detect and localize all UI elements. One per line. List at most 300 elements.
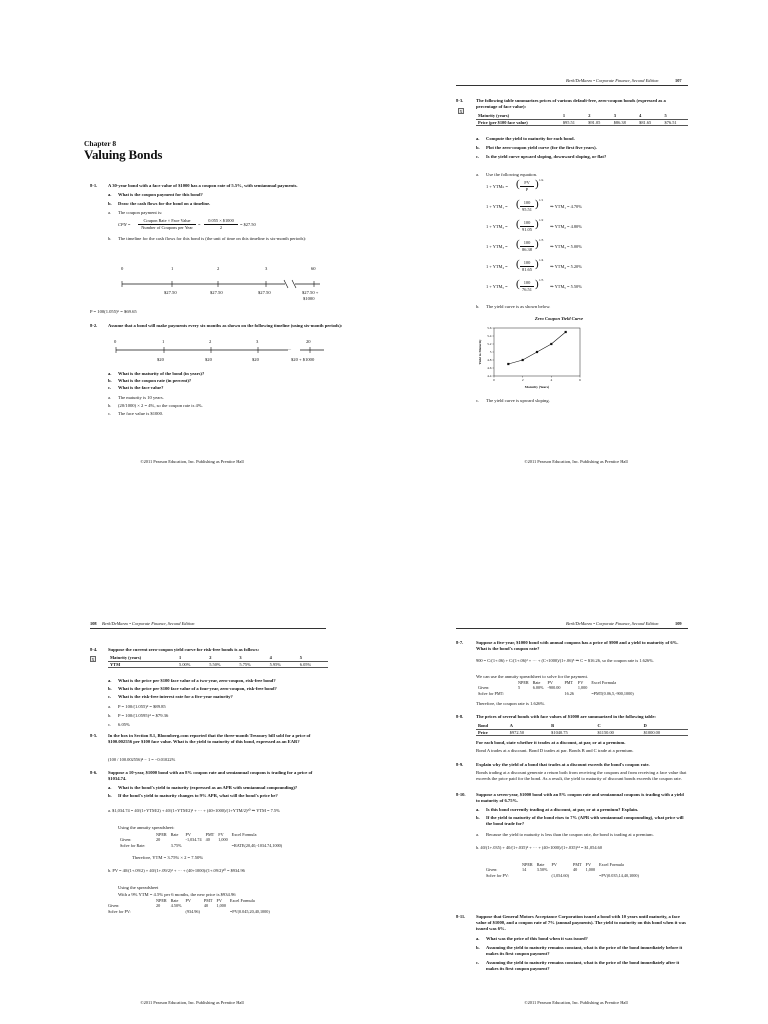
- answer-text: Using the spreadsheet: [118, 885, 159, 890]
- table-header-cell: Maturity (years): [476, 113, 561, 119]
- ytm-equation-lhs: 1 + YTM₃ =: [486, 244, 508, 249]
- table-header-cell: NPER: [156, 832, 167, 837]
- spreadsheet-icon: X: [91, 657, 95, 662]
- y-tick-label: 4.6: [487, 366, 492, 371]
- answer-text: Because the yield to maturity is less than the coupon rate, the bond is trading at a premium.: [486, 832, 654, 837]
- timeline-cash-flow: $20 + $1000: [291, 357, 315, 362]
- paren-glyph: (: [516, 198, 520, 210]
- data-point: [507, 363, 509, 365]
- timeline-label: 60: [311, 266, 316, 271]
- table-header-cell: 1: [561, 113, 586, 119]
- item-text: Plot the zero-coupon yield curve (for the first five years).: [486, 145, 597, 150]
- ytm-formula: a. $1,034.74 = 40/(1+YTM/2) + 40/(1+YTM/2)² + ··· + (40+1000)/(1+YTM/2)²⁰ ⇒ YTM = 7.5%: [108, 808, 280, 813]
- page-number: 108: [90, 621, 97, 626]
- item-text: Is the yield curve upward sloping, downward sloping, or flat?: [486, 154, 607, 159]
- header-rule: [456, 85, 688, 86]
- header-rule: [90, 628, 326, 629]
- page-109: [384, 512, 768, 1024]
- y-tick-label: 5: [489, 350, 492, 355]
- data-point: [550, 343, 552, 345]
- ytm-equation-lhs: 1 + YTMₙ =: [486, 184, 508, 189]
- item-text: Is this bond currently trading at a discount, at par, or at a premium? Explain.: [486, 807, 639, 812]
- answer-text: 6.05%: [118, 722, 130, 727]
- running-header: Berk/DeMarzo • Corporate Finance, Second Edition: [566, 621, 659, 626]
- table-cell: 20: [156, 903, 161, 909]
- answer-text: P = 100/(1.055)² = $89.85: [118, 704, 166, 709]
- table-cell: [204, 843, 217, 848]
- y-tick-label: 4.4: [487, 374, 492, 379]
- item-label: b.: [476, 815, 480, 820]
- answer-text: Therefore, the coupon rate is 1.626%.: [476, 701, 546, 706]
- item-text: What is the coupon payment for this bond?: [118, 192, 203, 197]
- ytm-equation-exponent: 1/3: [539, 238, 544, 242]
- item-text: What is the coupon rate (in percent)?: [118, 378, 192, 383]
- item-text: Compute the yield to maturity for each bond.: [486, 136, 575, 141]
- table-row: [476, 691, 636, 696]
- paren-glyph: (: [516, 178, 520, 190]
- item-label: a.: [476, 136, 480, 141]
- table-row: [484, 873, 641, 878]
- table-header-cell: Maturity (years): [108, 655, 177, 661]
- paren-glyph: (: [516, 278, 520, 290]
- table-cell: $86.38: [612, 119, 637, 126]
- table-header-cell: Rate: [170, 832, 179, 837]
- question-text: A 30-year bond with a face value of $1000 has a coupon rate of 5.5%, with semiannual payments.: [108, 183, 298, 188]
- table-cell: 5: [518, 685, 521, 691]
- question-number: 8-2.: [90, 323, 98, 328]
- table-cell: $81.65: [637, 119, 662, 126]
- table-cell: =PMT(0.06,5,-900,1000): [591, 690, 634, 696]
- price-formula: b. 40/(1+.035) + 40/(1+.035)² + ··· + (40+1000)/(1+.035)¹⁴ = $1,054.60: [476, 845, 603, 850]
- ytm-equation-exponent: 1/2: [539, 218, 544, 222]
- table-header-cell: 2: [586, 113, 611, 119]
- table-header-cell: FV: [216, 898, 222, 903]
- ytm-equation-exponent: 1/4: [539, 258, 544, 262]
- item-label: b.: [108, 713, 112, 718]
- table-header-cell: Bond: [476, 723, 508, 729]
- table-header-cell: Excel Formula: [591, 680, 617, 685]
- item-label: b.: [108, 793, 112, 798]
- question-text: Suppose that General Motors Acceptance Corporation issued a bond with 10 years until maturity, a face value of $1000, and a coupon rate of 7% (annual payments). The yield to maturity on this bond when it was issued was 6%.: [476, 914, 686, 931]
- table-header-cell: 1: [177, 655, 207, 661]
- item-label: b.: [476, 945, 480, 950]
- table-cell: [202, 909, 215, 914]
- timeline-label: 3: [256, 339, 259, 344]
- page-number: 107: [675, 78, 682, 83]
- running-header: Berk/DeMarzo • Corporate Finance, Second Edition: [102, 621, 195, 626]
- x-tick-label: 0: [493, 378, 495, 382]
- table-header-cell: PV: [547, 680, 553, 685]
- item-text: What is the maturity of the bond (in years)?: [118, 371, 205, 376]
- item-label: a.: [108, 785, 112, 790]
- table-cell: [546, 691, 563, 696]
- table-cell: 5.50%: [207, 661, 237, 668]
- table-header-cell: PMT: [573, 862, 582, 867]
- timeline-cash-flow: $27.50: [210, 290, 223, 295]
- table-header-cell: FV: [577, 680, 584, 685]
- item-label: c.: [476, 398, 480, 403]
- table-row: [118, 843, 284, 848]
- ear-formula: (100 / 100.002556)⁴ − 1 = −0.01022%: [108, 757, 176, 762]
- table-header-cell: PMT: [205, 832, 215, 837]
- table-header-cell: 2: [207, 655, 237, 661]
- ytm-equation-denominator: P: [525, 187, 529, 192]
- timeline-cash-flow: $20: [252, 357, 259, 362]
- question-number: 8-8.: [456, 714, 464, 719]
- page-footer: ©2011 Pearson Education, Inc. Publishing as Prentice Hall: [524, 459, 628, 464]
- ytm-equation-numerator: 100: [520, 240, 534, 247]
- page-footer: ©2011 Pearson Education, Inc. Publishing as Prentice Hall: [140, 459, 244, 464]
- running-header: Berk/DeMarzo • Corporate Finance, Second Edition: [566, 78, 659, 83]
- table-header-cell: PMT: [564, 680, 574, 685]
- chapter-title: Valuing Bonds: [84, 147, 163, 162]
- item-text: If the yield to maturity of the bond rises to 7% (APR with semiannual compounding), what price will the bond trade for?: [486, 815, 684, 826]
- item-label: a.: [108, 678, 112, 683]
- data-point: [536, 351, 538, 353]
- table-cell: YTM: [108, 661, 177, 668]
- timeline-label: 0: [114, 339, 117, 344]
- ytm-equation-lhs: 1 + YTM₅ =: [486, 284, 508, 289]
- ytm-equation-numerator: 100: [520, 280, 534, 287]
- ytm-equation-result: ⇒ YTM₄ = 5.20%: [550, 264, 582, 269]
- question-number: 8-5.: [90, 733, 98, 738]
- ytm-equation-lhs: 1 + YTM₂ =: [486, 224, 508, 229]
- answer-text: The timeline for the cash flows for this bond is (the unit of time on this timeline is six-month periods):: [118, 236, 307, 241]
- table-cell: $91.05: [586, 119, 611, 126]
- data-point: [565, 331, 567, 333]
- ytm-equation-denominator: 86.38: [522, 247, 532, 252]
- table-cell: [531, 691, 546, 696]
- page-107-left: [0, 0, 384, 512]
- paren-glyph: ): [535, 218, 539, 230]
- ytm-equation-numerator: 100: [520, 260, 534, 267]
- paren-glyph: ): [535, 258, 539, 270]
- formula-numerator: Coupon Rate × Face Value: [138, 218, 196, 225]
- table-header-cell: PV: [185, 832, 191, 837]
- table-cell: [214, 909, 227, 914]
- item-label: b.: [108, 403, 112, 408]
- table-cell: 3.75%: [170, 842, 182, 848]
- table-cell: $95.51: [561, 119, 586, 126]
- table-cell: 6.05%: [298, 661, 328, 668]
- timeline-label: 2: [209, 339, 212, 344]
- formula-denominator: 2: [219, 225, 223, 230]
- x-tick-label: 4: [550, 378, 553, 382]
- timeline-cash-flow: $27.50 +: [302, 290, 319, 295]
- table-header-cell: NPER: [518, 680, 529, 685]
- item-label: c.: [108, 385, 112, 390]
- timeline-cash-flow: $27.50: [258, 290, 271, 295]
- table-cell: 5.75%: [237, 661, 267, 668]
- question-text: Explain why the yield of a bond that trades at a discount exceeds the bond's coupon rate.: [476, 762, 650, 767]
- table-cell: 40: [573, 867, 578, 873]
- question-text: In the box in Section 8.1, Bloomberg.com reported that the three-month Treasury bill sold for a price of $100.002556 per $100 face value. What is the yield to maturity of this bond, expressed as an EAR?: [108, 733, 311, 744]
- x-axis-label: Maturity (Years): [524, 385, 550, 389]
- table-header-cell: FV: [218, 832, 224, 837]
- item-text: What is the face value?: [118, 385, 164, 390]
- item-label: b.: [108, 201, 112, 206]
- table-header-cell: A: [508, 723, 549, 729]
- table-header-cell: Excel Formula: [229, 898, 255, 903]
- table-cell: Given:: [486, 867, 498, 873]
- cash-flow-timeline: [110, 262, 330, 302]
- table-cell: 5.95%: [268, 661, 298, 668]
- y-tick-label: 4.8: [487, 358, 492, 363]
- item-label: c.: [108, 411, 112, 416]
- present-value-formula: P = 100(1.055)⁶ = $69.65: [90, 309, 137, 314]
- table-row: [108, 661, 328, 668]
- paren-glyph: ): [535, 198, 539, 210]
- table-cell: 40: [205, 837, 210, 843]
- chapter-label: Chapter 8: [84, 139, 117, 148]
- timeline-label: 1: [171, 266, 174, 271]
- timeline-cash-flow: $20: [205, 357, 212, 362]
- table-cell: Price (per $100 face value): [476, 119, 561, 126]
- y-tick-label: 5.6: [487, 326, 492, 331]
- question-text: Assume that a bond will make payments every six months as shown on the following timeline (using six-month periods):: [108, 323, 343, 328]
- table-row: [106, 909, 272, 914]
- table-cell: 16.26: [564, 690, 574, 696]
- timeline-label: 1: [162, 339, 165, 344]
- table-cell: Solve for PV:: [486, 872, 509, 878]
- question-number: 8-3.: [456, 98, 464, 103]
- ytm-equation-denominator: 81.65: [522, 267, 532, 272]
- formula-result: = $27.50: [240, 222, 256, 227]
- table-cell: $1000.00: [642, 729, 688, 736]
- ytm-equation-exponent: 1/1: [539, 198, 544, 202]
- ytm-equation-denominator: 91.05: [522, 227, 532, 232]
- table-cell: $1150.00: [596, 729, 642, 736]
- timeline-label: 2: [217, 266, 220, 271]
- ytm-equation-lhs: 1 + YTM₄ =: [486, 264, 508, 269]
- answer-text: We can use the annuity spreadsheet to solve for the payment.: [476, 674, 589, 679]
- table-cell: [516, 691, 531, 696]
- question-number: 8-9.: [456, 762, 464, 767]
- table-header-cell: NPER: [522, 862, 533, 867]
- table-cell: 1,000: [218, 837, 228, 843]
- answer-text: Therefore, YTM = 3.75% × 2 = 7.50%: [132, 855, 204, 860]
- page-108: [0, 512, 384, 1024]
- ytm-equation-exponent: 1/5: [539, 278, 544, 282]
- question-number: 8-10.: [456, 792, 466, 797]
- table-cell: [535, 873, 550, 878]
- table-cell: 5.00%: [177, 661, 207, 668]
- page-number: 109: [675, 621, 682, 626]
- item-label: c.: [476, 154, 480, 159]
- table-header-cell: C: [596, 723, 642, 729]
- ytm-equation-exponent: 1/n: [539, 178, 544, 182]
- item-text: If the bond's yield to maturity changes to 9% APR, what will the bond's price be?: [118, 793, 278, 798]
- bond-price-table: [476, 723, 688, 736]
- item-label: a.: [108, 192, 112, 197]
- table-header-cell: 4: [268, 655, 298, 661]
- spreadsheet-icon: X: [459, 109, 463, 114]
- question-text: The prices of several bonds with face values of $1000 are summarized in the following table:: [476, 714, 656, 719]
- x-tick-label: 6: [579, 378, 581, 382]
- ytm-equation-result: ⇒ YTM₁ = 4.70%: [550, 204, 582, 209]
- question-text: The following table summarizes prices of various default-free, zero-coupon bonds (expressed as a percentage of face value):: [476, 98, 666, 109]
- y-axis-label: Yield to Maturity: [478, 339, 482, 365]
- yield-curve-table: [108, 655, 328, 668]
- item-label: a.: [108, 371, 112, 376]
- table-cell: 1,000: [577, 685, 588, 691]
- paren-glyph: ): [535, 178, 539, 190]
- table-cell: 3.50%: [536, 867, 548, 873]
- paren-glyph: ): [535, 278, 539, 290]
- item-text: What is the bond's yield to maturity (expressed as an APR with semiannual compounding)?: [118, 785, 298, 790]
- question-text: Suppose a five-year, $1000 bond with annual coupons has a price of $900 and a yield to maturity of 6%. What is the bond's coupon rate?: [476, 640, 679, 651]
- page-footer: ©2011 Pearson Education, Inc. Publishing as Prentice Hall: [140, 1000, 244, 1005]
- item-label: a.: [476, 807, 480, 812]
- page-footer: ©2011 Pearson Education, Inc. Publishing as Prentice Hall: [524, 1000, 628, 1005]
- item-text: Draw the cash flows for the bond on a timeline.: [118, 201, 211, 206]
- chart-title: Zero Coupon Yield Curve: [534, 316, 584, 321]
- table-cell: 1,000: [216, 903, 226, 909]
- item-label: a.: [108, 210, 112, 215]
- table-header-cell: 5: [298, 655, 328, 661]
- answer-text: Bond A trades at a discount. Bond D trades at par. Bonds B and C trade at a premium.: [476, 748, 634, 753]
- ytm-equation-result: ⇒ YTM₃ = 5.00%: [550, 244, 582, 249]
- table-header-cell: Excel Formula: [599, 862, 624, 867]
- item-text: What is the price per $100 face value of a two-year, zero-coupon, risk-free bond?: [118, 678, 276, 683]
- y-tick-label: 5.4: [487, 334, 492, 339]
- table-cell: =RATE(20,40,-1034.74,1000): [231, 842, 283, 848]
- table-cell: [520, 873, 535, 878]
- item-text: What was the price of this bond when it was issued?: [486, 936, 588, 941]
- table-header-cell: Rate: [532, 680, 541, 685]
- table-header-cell: 3: [612, 113, 637, 119]
- ytm-equation-lhs: 1 + YTM₁ =: [486, 204, 508, 209]
- table-row: [476, 119, 688, 126]
- price-formula: b. PV = 40/(1+.09/2) + 40/(1+.09/2)² + ··· + (40+1000)/(1+.09/2)²⁰ = $934.96: [108, 868, 245, 873]
- table-cell: [184, 843, 204, 848]
- question-number: 8-11.: [456, 914, 466, 919]
- answer-text: The yield curve is upward sloping.: [486, 398, 550, 403]
- table-cell: [154, 843, 169, 848]
- item-text: What is the price per $100 face value of a four-year, zero-coupon, risk-free bond?: [118, 686, 277, 691]
- item-label: a.: [476, 172, 480, 177]
- answer-text: The coupon payment is:: [118, 210, 163, 215]
- table-cell: [571, 873, 584, 878]
- item-label: b.: [108, 378, 112, 383]
- item-text: For each bond, state whether it trades at a discount, at par, or at a premium.: [476, 740, 626, 745]
- answer-text: The maturity is 10 years.: [118, 395, 164, 400]
- question-text: Suppose a 10-year, $1000 bond with an 8% coupon rate and semiannual coupons is trading for a price of $1034.74.: [108, 770, 313, 781]
- table-header-cell: PMT: [203, 898, 213, 903]
- table-header-cell: Rate: [170, 898, 179, 903]
- answer-text: (20/1000) × 2 = 4%, so the coupon rate is 4%.: [118, 403, 203, 408]
- ytm-equation-numerator: 100: [520, 200, 534, 207]
- timeline-label: 20: [306, 339, 311, 344]
- item-label: b.: [108, 236, 112, 241]
- table-header-cell: PV: [551, 862, 557, 867]
- paren-glyph: (: [516, 258, 520, 270]
- ytm-equation-result: ⇒ YTM₂ = 4.80%: [550, 224, 582, 229]
- zero-coupon-price-table: [476, 113, 688, 126]
- answer-text: The face value is $1000.: [118, 411, 164, 416]
- table-cell: Given:: [120, 837, 132, 843]
- item-label: a.: [476, 936, 480, 941]
- item-label: a.: [108, 704, 112, 709]
- question-number: 8-4.: [90, 647, 98, 652]
- table-cell: Solve for Rate:: [120, 842, 146, 848]
- answer-text: With a 9% YTM = 4.5% per 6 months, the new price is $934.96: [118, 892, 236, 897]
- item-label: b.: [108, 686, 112, 691]
- timeline-cash-flow: $27.50: [164, 290, 177, 295]
- table-header-cell: NPER: [156, 898, 167, 903]
- table-cell: $972.50: [508, 729, 549, 736]
- table-cell: 14: [522, 867, 527, 873]
- table-cell: Price: [476, 729, 508, 736]
- table-cell: $1040.75: [549, 729, 595, 736]
- item-label: c.: [108, 722, 112, 727]
- timeline-cash-flow: $20: [157, 357, 164, 362]
- item-label: b.: [476, 145, 480, 150]
- spreadsheet-table: [476, 680, 636, 696]
- table-row: [476, 729, 688, 736]
- spreadsheet-table: [484, 862, 641, 878]
- answer-text: Using the annuity spreadsheet:: [118, 825, 175, 830]
- table-cell: 6.00%: [532, 685, 544, 691]
- spreadsheet-table: [106, 898, 272, 914]
- item-label: b.: [476, 304, 480, 309]
- ytm-equation-denominator: 95.51: [522, 207, 532, 212]
- ytm-equation-numerator: 100: [520, 220, 534, 227]
- question-text: Suppose the current zero-coupon yield curve for risk-free bonds is as follows:: [108, 647, 260, 652]
- page-107-right: [384, 0, 768, 512]
- table-cell: [584, 873, 597, 878]
- table-cell: [576, 691, 589, 696]
- question-number: 8-6.: [90, 770, 98, 775]
- table-header-cell: Rate: [536, 862, 545, 867]
- y-tick-label: 5.2: [487, 342, 492, 347]
- timeline-cash-flow: $1000: [303, 296, 315, 301]
- table-header-cell: 4: [637, 113, 662, 119]
- ytm-equation-denominator: 76.51: [522, 287, 532, 292]
- table-header-cell: D: [642, 723, 688, 729]
- answer-text: Use the following equation.: [486, 172, 538, 177]
- table-cell: Given:: [478, 685, 490, 691]
- table-cell: [216, 843, 229, 848]
- paren-glyph: ): [535, 238, 539, 250]
- table-cell: -1,034.74: [185, 837, 202, 843]
- table-cell: 1,000: [585, 867, 596, 873]
- table-cell: Solve for PMT:: [478, 690, 505, 696]
- table-cell: [154, 909, 169, 914]
- question-number: 8-1.: [90, 183, 98, 188]
- item-text: What is the risk-free interest rate for a five-year maturity?: [118, 694, 233, 699]
- table-cell: 4.50%: [170, 903, 182, 909]
- table-cell: $76.51: [663, 119, 688, 126]
- item-text: Assuming the yield to maturity remains constant, what is the price of the bond immediately after it makes its first coupon payment?: [486, 960, 680, 971]
- paren-glyph: (: [516, 238, 520, 250]
- data-point: [522, 359, 524, 361]
- table-cell: [169, 909, 184, 914]
- item-label: c.: [108, 694, 112, 699]
- coupon-formula: 900 = C/(1+.06) + C/(1+.06)² + ··· + (C+1000)/(1+.06)⁵ ⇒ C = $16.26, so the coupon rate is 1.626%.: [476, 658, 654, 663]
- paren-glyph: (: [516, 218, 520, 230]
- question-number: 8-7.: [456, 640, 464, 645]
- table-cell: (934.96): [185, 908, 200, 914]
- table-cell: 20: [156, 837, 161, 843]
- formula-lhs: CPN =: [118, 222, 131, 227]
- table-header-cell: 3: [237, 655, 267, 661]
- table-header-cell: Excel Formula: [231, 832, 257, 837]
- header-rule: [456, 628, 688, 629]
- table-header-cell: FV: [585, 862, 591, 867]
- table-header-cell: 5: [663, 113, 688, 119]
- timeline-label: 0: [121, 266, 124, 271]
